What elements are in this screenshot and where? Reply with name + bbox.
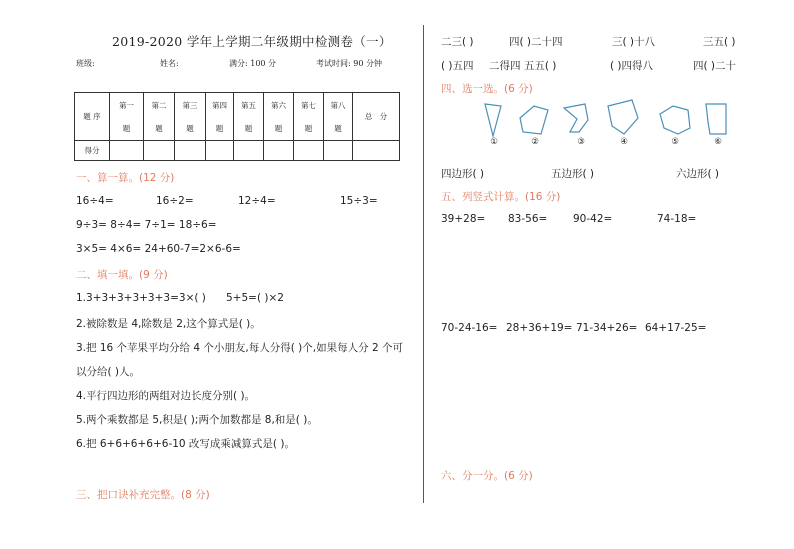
column-calc-item: 64+17-25= — [645, 322, 707, 334]
koujue-item: 三( )十八 — [612, 36, 656, 48]
calc-item: 15÷3= — [340, 195, 378, 207]
shape-label-6: ⑥ — [714, 137, 722, 147]
calc-item: 16÷4= — [76, 195, 114, 207]
fill-question-3-cont: 以分给( )人。 — [76, 366, 141, 378]
shape-3 — [564, 104, 588, 132]
shapes-figure — [430, 96, 780, 146]
section-6-title: 六、分一分。(6 分) — [441, 470, 533, 482]
section-2-title: 二、填一填。(9 分) — [76, 269, 168, 281]
score-cell[interactable] — [294, 141, 324, 161]
fill-question-1b: 5+5=( )×2 — [226, 292, 284, 304]
fill-question-1a: 1.3+3+3+3+3+3=3×( ) — [76, 292, 206, 304]
col-header-8: 第八 题 — [324, 93, 353, 141]
column-divider — [423, 25, 424, 503]
score-cell[interactable] — [110, 141, 144, 161]
section-4-title: 四、选一选。(6 分) — [441, 83, 533, 95]
col-header-3: 第三 题 — [175, 93, 206, 141]
koujue-item: ( )五四 — [441, 60, 474, 72]
col-header-total: 总 分 — [353, 93, 400, 141]
score-cell[interactable] — [353, 141, 400, 161]
score-cell[interactable] — [324, 141, 353, 161]
col-header-2: 第二 题 — [144, 93, 175, 141]
shape-label-4: ④ — [620, 137, 628, 147]
column-calc-item: 90-42= — [573, 213, 613, 225]
shape-label-1: ① — [490, 137, 498, 147]
answer-pentagon: 五边形( ) — [551, 168, 595, 180]
shape-label-2: ② — [531, 137, 539, 147]
score-cell[interactable] — [175, 141, 206, 161]
row-header-order: 题 序 — [75, 93, 110, 141]
score-cell[interactable] — [234, 141, 264, 161]
row-header-score: 得分 — [75, 141, 110, 161]
col-header-5: 第五 题 — [234, 93, 264, 141]
answer-quadrilateral: 四边形( ) — [441, 168, 485, 180]
fill-question-2: 2.被除数是 4,除数是 2,这个算式是( )。 — [76, 318, 261, 330]
column-calc-item: 83-56= — [508, 213, 548, 225]
calc-row: 9÷3= 8÷4= 7÷1= 18÷6= — [76, 219, 217, 231]
koujue-item: 四( )二十 — [693, 60, 737, 72]
column-calc-item: 70-24-16= — [441, 322, 498, 334]
score-table — [74, 92, 400, 161]
class-field-label: 班级: — [76, 59, 95, 68]
full-score-label: 满分: 100 分 — [229, 59, 277, 68]
fill-question-3: 3.把 16 个苹果平均分给 4 个小朋友,每人分得( )个,如果每人分 2 个可 — [76, 342, 403, 354]
page-title: 2019-2020 学年上学期二年级期中检测卷（一） — [112, 34, 392, 49]
shape-5 — [660, 106, 690, 134]
col-header-1: 第一 题 — [110, 93, 144, 141]
shape-2 — [520, 106, 548, 134]
section-1-title: 一、算一算。(12 分) — [76, 172, 175, 184]
shape-4 — [608, 100, 638, 134]
shape-6 — [706, 104, 726, 134]
answer-hexagon: 六边形( ) — [676, 168, 720, 180]
calc-item: 16÷2= — [156, 195, 194, 207]
koujue-item: 三五( ) — [703, 36, 736, 48]
koujue-item: 四( )二十四 — [509, 36, 563, 48]
fill-question-6: 6.把 6+6+6+6+6-10 改写成乘减算式是( )。 — [76, 438, 295, 450]
calc-row: 3×5= 4×6= 24+60-7=2×6-6= — [76, 243, 241, 255]
fill-question-4: 4.平行四边形的两组对边长度分别( )。 — [76, 390, 256, 402]
koujue-item: 二三( ) — [441, 36, 474, 48]
calc-item: 12÷4= — [238, 195, 276, 207]
exam-time-label: 考试时间: 90 分钟 — [316, 59, 382, 68]
score-cell[interactable] — [206, 141, 234, 161]
shape-1 — [485, 104, 501, 136]
section-3-title: 三、把口诀补充完整。(8 分) — [76, 489, 210, 501]
col-header-7: 第七 题 — [294, 93, 324, 141]
shape-label-3: ③ — [577, 137, 585, 147]
col-header-6: 第六 题 — [264, 93, 294, 141]
koujue-item: ( )四得八 — [610, 60, 654, 72]
column-calc-item: 28+36+19= — [506, 322, 573, 334]
section-5-title: 五、列竖式计算。(16 分) — [441, 191, 561, 203]
koujue-item: 二得四 五五( ) — [489, 60, 557, 72]
column-calc-item: 71-34+26= — [576, 322, 638, 334]
score-cell[interactable] — [144, 141, 175, 161]
column-calc-item: 74-18= — [657, 213, 697, 225]
column-calc-item: 39+28= — [441, 213, 486, 225]
col-header-4: 第四 题 — [206, 93, 234, 141]
fill-question-5: 5.两个乘数都是 5,积是( );两个加数都是 8,和是( )。 — [76, 414, 318, 426]
shape-label-5: ⑤ — [671, 137, 679, 147]
name-field-label: 姓名: — [160, 59, 179, 68]
score-cell[interactable] — [264, 141, 294, 161]
